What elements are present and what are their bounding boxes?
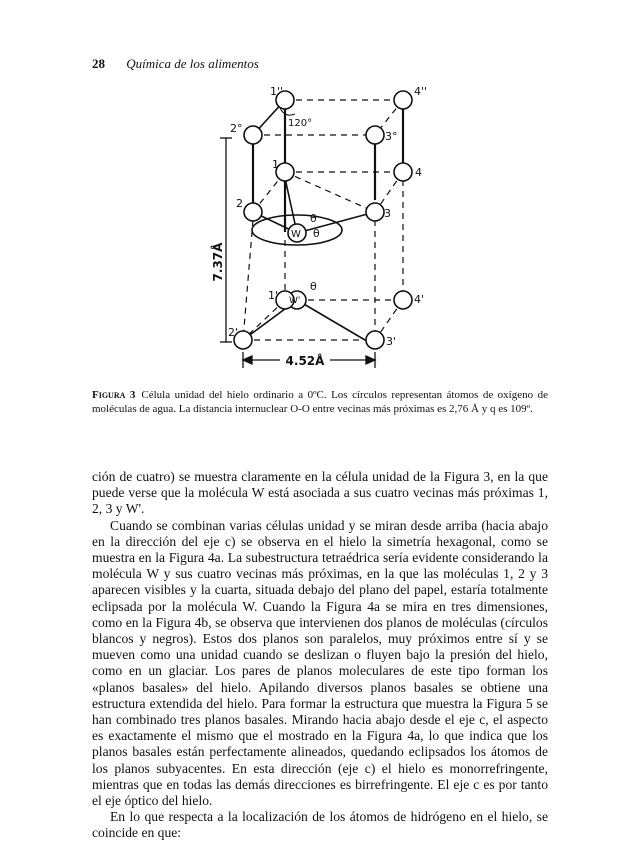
atom-label: 2°: [230, 122, 243, 135]
paragraph: En lo que respecta a la localización de los átomos de hidrógeno en el hielo, se coincide en que:: [92, 809, 548, 841]
atom-3prime: [366, 331, 384, 349]
atom-label: 4: [415, 166, 422, 179]
atom-label: W: [291, 229, 301, 240]
theta-label: θ: [313, 227, 320, 240]
width-label: 4.52Å: [285, 354, 325, 368]
atom-label: 1'': [270, 85, 284, 98]
atom-label: W': [289, 296, 301, 306]
atom-4: [394, 163, 412, 181]
bond-line: [297, 300, 365, 340]
unit-cell-diagram: [0, 80, 638, 380]
atom-label: 3': [386, 335, 397, 348]
atom-4pp: [394, 91, 412, 109]
theta-label: θ: [310, 212, 317, 225]
running-title: Química de los alimentos: [126, 56, 259, 71]
atom-label: 4': [414, 293, 425, 306]
atom-2: [244, 203, 262, 221]
height-dimension: [220, 138, 232, 342]
atom-label: 2: [236, 197, 243, 210]
atom-label: 3: [384, 207, 391, 220]
paragraph: Cuando se combinan varias células unidad y se miran desde arriba (hacia abajo en la dirección del eje c) se observa en el hielo la simetría hexagonal, como se muestra en la Figura 4a. La subestructura tetraédrica sería evidente considerando la molécula W y sus cuatro vecinas más próximas, en la que las moléculas 1, 2 y 3 aparecen visibles y la cuarta, situada debajo del plano del papel, estaría totalmente eclipsada por la molécula W. Cuando la Figura 4a se mira en tres dimensiones, como en la Figura 4b, se observa que intervienen dos planos de moléculas (círculos blancos y negros). Estos dos planos son paralelos, muy próximos entre sí y se mueven como una unidad cuando se deslizan o fluyen bajo la presión del hielo, como en un glaciar. Los pares de planos moleculares de este tipo forman los «planos basales» del hielo. Apilando diversos planos basales se obtiene una estructura extendida del hielo. Para formar la estructura que muestra la Figura 5 se han combinado tres planos basales. Mirando hacia abajo desde el eje c, el aspecto es exactamente el mismo que el mostrado en la Figura 4a, lo que indica que los planos basales están perfectamente alineados, quedando eclipsados los átomos de los planos subyacentes. En esta dirección (eje c) el hielo es monorrefringente, mientras que en todas las demás direcciones es birrefringente. El eje c es por tanto el eje óptico del hielo.: [92, 517, 548, 809]
atom-2p: [244, 126, 262, 144]
atom-label: 1': [268, 289, 279, 302]
theta-label: θ: [310, 280, 317, 293]
unit-cell-figure: [0, 80, 638, 380]
atom-3p: [366, 126, 384, 144]
caption-text: Célula unidad del hielo ordinario a 0ºC. Los círculos representan átomos de oxígeno de moléculas de agua. La distancia internuclear O-O entre vecinas más próximas es 2,76 Å y q es 109º.: [92, 389, 548, 415]
paragraph: ción de cuatro) se muestra claramente en la célula unidad de la Figura 3, en la que puede verse que la molécula W está asociada a sus cuatro vecinas más próximas 1, 2, 3 y W'.: [92, 469, 548, 517]
running-header: [92, 56, 259, 72]
atom-label: 1: [272, 158, 279, 171]
height-label: 7.37Å: [211, 242, 225, 282]
atom-label: 3°: [385, 130, 398, 143]
atom-3: [366, 203, 384, 221]
body-text: [92, 469, 548, 842]
page-number: 28: [92, 56, 105, 71]
atom-4prime: [394, 291, 412, 309]
angle-label: 120°: [288, 118, 313, 129]
atom-label: 4'': [414, 85, 428, 98]
atom-label: 2': [228, 326, 239, 339]
figure-caption: [92, 388, 548, 416]
caption-label: Figura 3: [92, 389, 136, 401]
